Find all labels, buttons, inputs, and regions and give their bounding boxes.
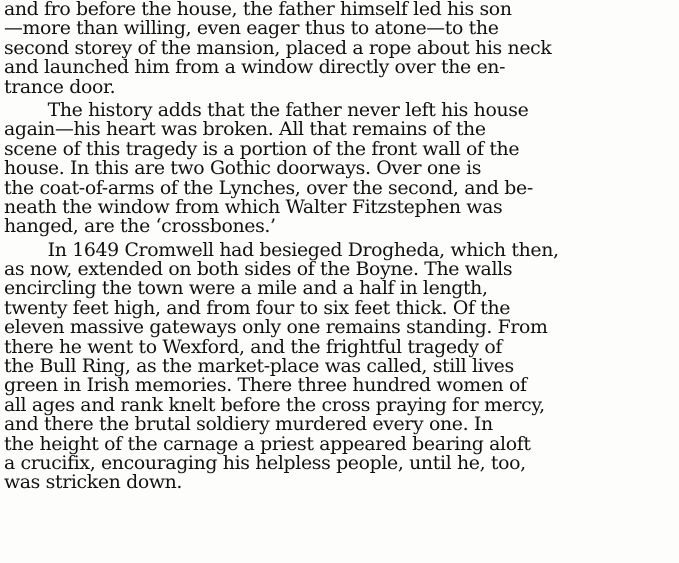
text-line: and launched him from a window directly over the en- xyxy=(3,56,506,79)
text-line: a crucifix, encouraging his helpless people, until he, too, xyxy=(3,451,526,474)
paragraph-2 xyxy=(0,98,679,238)
text-line: twenty feet high, and from four to six feet thick. Of the xyxy=(3,296,511,319)
text-line: the Bull Ring, as the market-place was called, still lives xyxy=(3,355,514,378)
text-line: scene of this tragedy is a portion of the front wall of the xyxy=(3,137,520,160)
text-line: eleven massive gateways only one remains standing. From xyxy=(3,316,548,339)
text-line: second storey of the mansion, placed a rope about his neck xyxy=(3,36,552,59)
text-line: as now, extended on both sides of the Boyne. The walls xyxy=(3,258,513,281)
text-line: was stricken down. xyxy=(3,471,183,494)
text-line: In 1649 Cromwell had besieged Drogheda, which then, xyxy=(47,238,559,261)
text-line: house. In this are two Gothic doorways. Over one is xyxy=(3,157,482,180)
text-line: and there the brutal soldiery murdered every one. In xyxy=(3,413,493,436)
text-line: The history adds that the father never left his house xyxy=(47,98,529,121)
text-line: all ages and rank knelt before the cross praying for mercy, xyxy=(3,393,545,416)
text-line: the height of the carnage a priest appeared bearing aloft xyxy=(3,432,531,455)
text-line: —more than willing, even eager thus to atone—to the xyxy=(3,17,499,40)
text-line: trance door. xyxy=(3,75,116,98)
text-line: there he went to Wexford, and the frightful tragedy of xyxy=(3,335,503,358)
text-line: encircling the town were a mile and a half in length, xyxy=(3,277,488,300)
text-line: green in Irish memories. There three hundred women of xyxy=(3,374,527,397)
paragraph-3 xyxy=(0,238,679,494)
text-line: again—his heart was broken. All that remains of the xyxy=(3,118,486,141)
text-line: hanged, are the ‘crossbones.’ xyxy=(3,215,276,238)
text-line: neath the window from which Walter Fitzstephen was xyxy=(3,195,503,218)
text-line: and fro before the house, the father himself led his son xyxy=(3,0,512,20)
paragraph-1 xyxy=(0,0,679,97)
text-line: the coat-of-arms of the Lynches, over the second, and be- xyxy=(3,176,533,199)
